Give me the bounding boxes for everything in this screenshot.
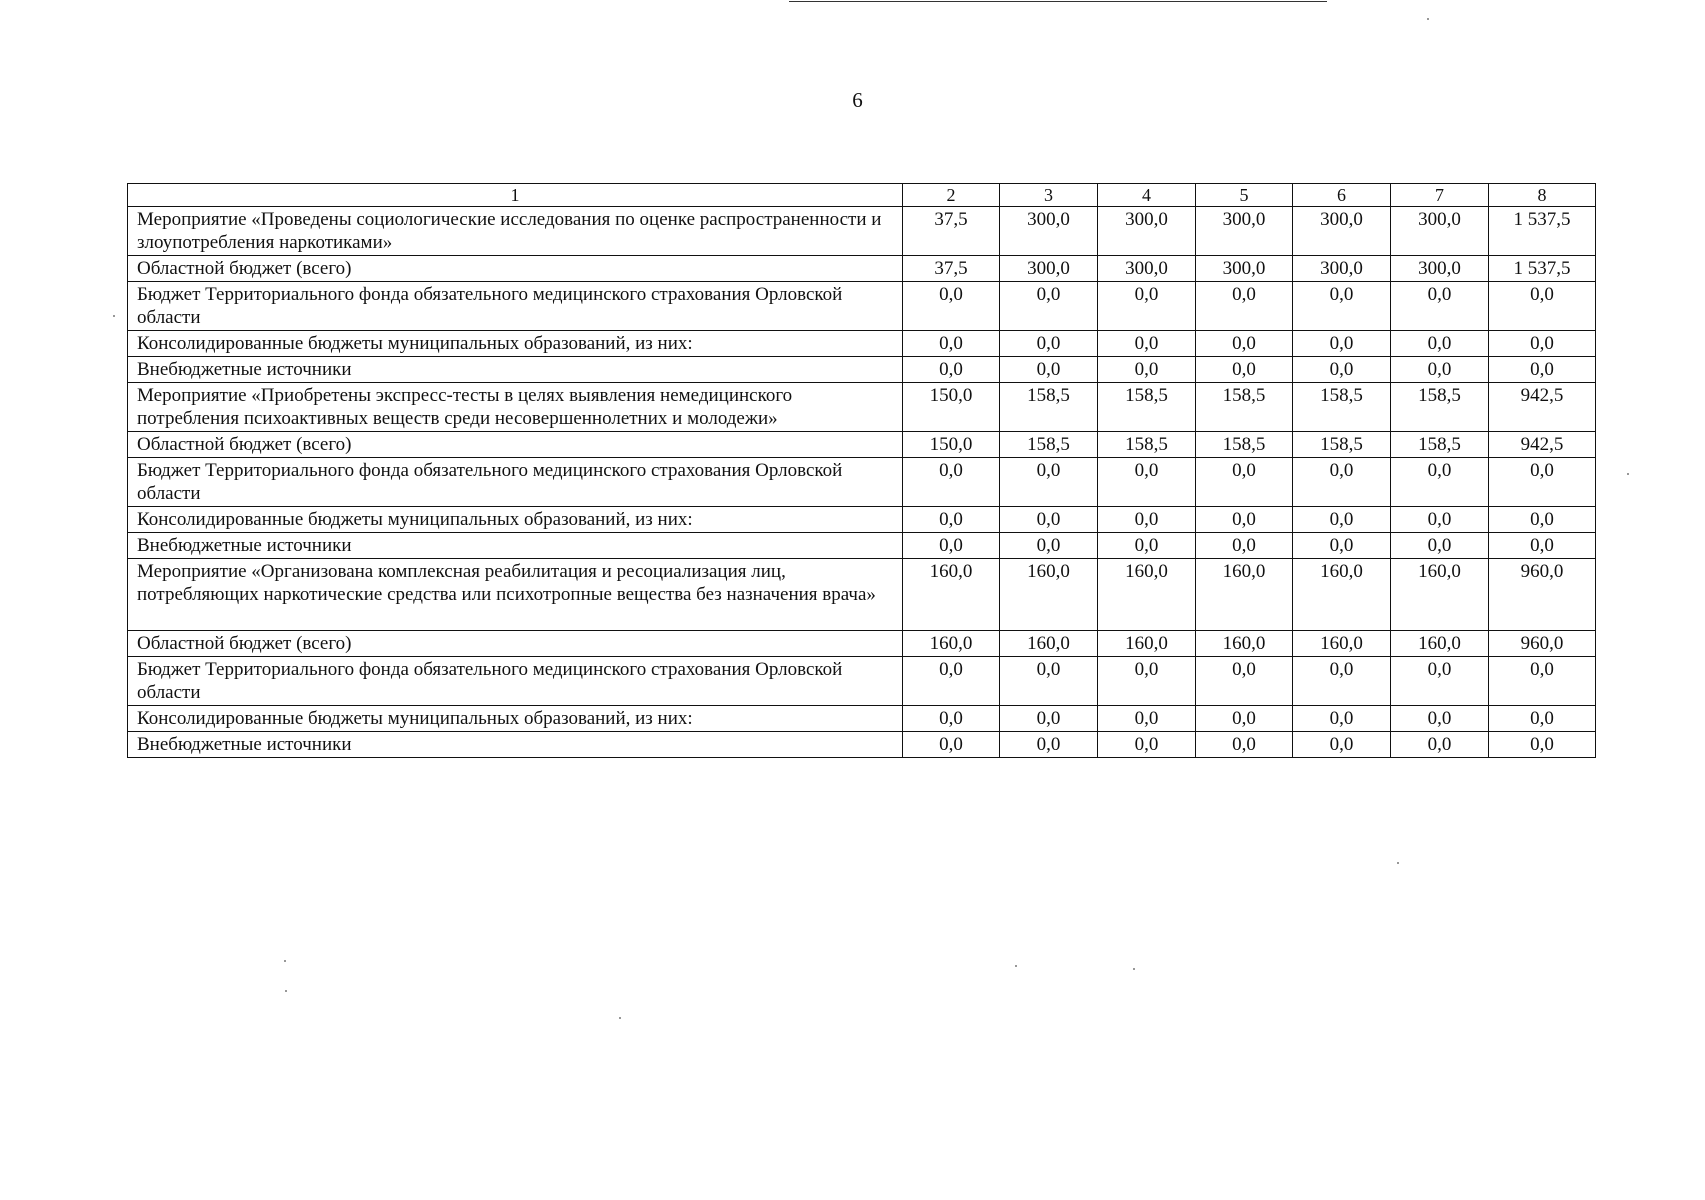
funding-table xyxy=(127,183,1596,758)
value-cell: 0,0 xyxy=(1098,706,1196,732)
value-cell: 0,0 xyxy=(1293,533,1391,559)
value-cell: 1 537,5 xyxy=(1489,256,1596,282)
value-cell: 0,0 xyxy=(1391,282,1489,331)
value-cell: 160,0 xyxy=(1098,631,1196,657)
row-label: Мероприятие «Организована комплексная реабилитация и ресоциализация лиц, потребляющих наркотические средства или психотропные вещества без назначения врача» xyxy=(128,559,903,631)
header-cell: 5 xyxy=(1196,184,1293,207)
value-cell: 160,0 xyxy=(903,559,1000,631)
table-row xyxy=(128,331,1596,357)
value-cell: 0,0 xyxy=(1391,357,1489,383)
value-cell: 158,5 xyxy=(1391,432,1489,458)
value-cell: 0,0 xyxy=(903,331,1000,357)
table-row xyxy=(128,657,1596,706)
table-header-row xyxy=(128,184,1596,207)
row-label: Внебюджетные источники xyxy=(128,732,903,758)
value-cell: 960,0 xyxy=(1489,559,1596,631)
table-row xyxy=(128,256,1596,282)
value-cell: 0,0 xyxy=(1000,507,1098,533)
value-cell: 0,0 xyxy=(903,507,1000,533)
value-cell: 0,0 xyxy=(1391,507,1489,533)
value-cell: 300,0 xyxy=(1098,207,1196,256)
value-cell: 150,0 xyxy=(903,432,1000,458)
value-cell: 942,5 xyxy=(1489,383,1596,432)
value-cell: 0,0 xyxy=(1293,657,1391,706)
value-cell: 0,0 xyxy=(1098,458,1196,507)
value-cell: 160,0 xyxy=(1000,559,1098,631)
value-cell: 0,0 xyxy=(1489,357,1596,383)
value-cell: 0,0 xyxy=(1489,458,1596,507)
table-row xyxy=(128,458,1596,507)
value-cell: 960,0 xyxy=(1489,631,1596,657)
value-cell: 37,5 xyxy=(903,207,1000,256)
value-cell: 0,0 xyxy=(903,357,1000,383)
value-cell: 300,0 xyxy=(1000,256,1098,282)
value-cell: 0,0 xyxy=(1293,458,1391,507)
value-cell: 0,0 xyxy=(1293,357,1391,383)
table-row xyxy=(128,706,1596,732)
value-cell: 0,0 xyxy=(1489,706,1596,732)
table-row xyxy=(128,432,1596,458)
value-cell: 0,0 xyxy=(1098,331,1196,357)
value-cell: 0,0 xyxy=(1391,732,1489,758)
value-cell: 0,0 xyxy=(1098,357,1196,383)
header-cell: 7 xyxy=(1391,184,1489,207)
scan-speck xyxy=(1133,968,1135,970)
row-label: Консолидированные бюджеты муниципальных образований, из них: xyxy=(128,331,903,357)
value-cell: 0,0 xyxy=(1196,282,1293,331)
value-cell: 0,0 xyxy=(1391,706,1489,732)
value-cell: 0,0 xyxy=(1391,657,1489,706)
value-cell: 0,0 xyxy=(1489,282,1596,331)
value-cell: 0,0 xyxy=(903,533,1000,559)
value-cell: 158,5 xyxy=(1098,432,1196,458)
table-row xyxy=(128,207,1596,256)
value-cell: 0,0 xyxy=(1489,657,1596,706)
row-label: Областной бюджет (всего) xyxy=(128,256,903,282)
row-label: Областной бюджет (всего) xyxy=(128,432,903,458)
value-cell: 0,0 xyxy=(1293,331,1391,357)
value-cell: 158,5 xyxy=(1196,383,1293,432)
value-cell: 0,0 xyxy=(1000,331,1098,357)
value-cell: 158,5 xyxy=(1098,383,1196,432)
row-label: Бюджет Территориального фонда обязательного медицинского страхования Орловской области xyxy=(128,282,903,331)
value-cell: 158,5 xyxy=(1391,383,1489,432)
value-cell: 0,0 xyxy=(1391,533,1489,559)
value-cell: 0,0 xyxy=(1098,657,1196,706)
table-row xyxy=(128,559,1596,631)
value-cell: 0,0 xyxy=(1293,732,1391,758)
scan-speck xyxy=(619,1017,621,1019)
value-cell: 300,0 xyxy=(1196,207,1293,256)
row-label: Внебюджетные источники xyxy=(128,357,903,383)
scan-speck xyxy=(285,990,287,992)
value-cell: 0,0 xyxy=(1489,732,1596,758)
table-row xyxy=(128,631,1596,657)
value-cell: 0,0 xyxy=(1098,282,1196,331)
row-label: Консолидированные бюджеты муниципальных образований, из них: xyxy=(128,507,903,533)
value-cell: 158,5 xyxy=(1000,432,1098,458)
value-cell: 0,0 xyxy=(1293,282,1391,331)
row-label: Консолидированные бюджеты муниципальных образований, из них: xyxy=(128,706,903,732)
value-cell: 0,0 xyxy=(1391,458,1489,507)
value-cell: 0,0 xyxy=(1196,331,1293,357)
value-cell: 0,0 xyxy=(903,282,1000,331)
value-cell: 0,0 xyxy=(1098,507,1196,533)
value-cell: 942,5 xyxy=(1489,432,1596,458)
value-cell: 0,0 xyxy=(1196,706,1293,732)
value-cell: 0,0 xyxy=(1000,357,1098,383)
table-row xyxy=(128,383,1596,432)
value-cell: 0,0 xyxy=(1196,458,1293,507)
value-cell: 158,5 xyxy=(1293,432,1391,458)
value-cell: 300,0 xyxy=(1293,207,1391,256)
header-cell: 6 xyxy=(1293,184,1391,207)
value-cell: 0,0 xyxy=(1196,732,1293,758)
value-cell: 1 537,5 xyxy=(1489,207,1596,256)
value-cell: 160,0 xyxy=(903,631,1000,657)
value-cell: 0,0 xyxy=(903,458,1000,507)
value-cell: 158,5 xyxy=(1000,383,1098,432)
value-cell: 160,0 xyxy=(1196,631,1293,657)
value-cell: 0,0 xyxy=(1196,357,1293,383)
value-cell: 37,5 xyxy=(903,256,1000,282)
value-cell: 0,0 xyxy=(1098,533,1196,559)
table-row xyxy=(128,282,1596,331)
scan-speck xyxy=(1015,965,1017,967)
value-cell: 300,0 xyxy=(1293,256,1391,282)
value-cell: 0,0 xyxy=(1391,331,1489,357)
value-cell: 0,0 xyxy=(903,706,1000,732)
value-cell: 160,0 xyxy=(1196,559,1293,631)
table-row xyxy=(128,357,1596,383)
header-cell: 1 xyxy=(128,184,903,207)
value-cell: 158,5 xyxy=(1293,383,1391,432)
header-cell: 2 xyxy=(903,184,1000,207)
row-label: Внебюджетные источники xyxy=(128,533,903,559)
row-label: Мероприятие «Приобретены экспресс-тесты в целях выявления немедицинского потребления психоактивных веществ среди несовершеннолетних и молодежи» xyxy=(128,383,903,432)
value-cell: 160,0 xyxy=(1000,631,1098,657)
value-cell: 300,0 xyxy=(1000,207,1098,256)
header-cell: 4 xyxy=(1098,184,1196,207)
scan-speck xyxy=(1397,862,1399,864)
value-cell: 160,0 xyxy=(1391,559,1489,631)
value-cell: 0,0 xyxy=(1000,657,1098,706)
scan-speck xyxy=(1427,18,1429,20)
value-cell: 0,0 xyxy=(1000,533,1098,559)
scan-speck xyxy=(1627,473,1629,475)
scan-speck xyxy=(113,315,115,317)
value-cell: 160,0 xyxy=(1293,631,1391,657)
value-cell: 0,0 xyxy=(1489,331,1596,357)
value-cell: 0,0 xyxy=(1489,507,1596,533)
value-cell: 0,0 xyxy=(1489,533,1596,559)
row-label: Мероприятие «Проведены социологические исследования по оценке распространенности и злоупотребления наркотиками» xyxy=(128,207,903,256)
value-cell: 300,0 xyxy=(1391,256,1489,282)
page-number: 6 xyxy=(852,88,863,112)
value-cell: 0,0 xyxy=(1293,706,1391,732)
value-cell: 160,0 xyxy=(1391,631,1489,657)
value-cell: 0,0 xyxy=(1000,458,1098,507)
header-cell: 3 xyxy=(1000,184,1098,207)
value-cell: 300,0 xyxy=(1391,207,1489,256)
header-cell: 8 xyxy=(1489,184,1596,207)
value-cell: 158,5 xyxy=(1196,432,1293,458)
value-cell: 0,0 xyxy=(1000,706,1098,732)
row-label: Бюджет Территориального фонда обязательного медицинского страхования Орловской области xyxy=(128,458,903,507)
value-cell: 0,0 xyxy=(1196,533,1293,559)
value-cell: 160,0 xyxy=(1098,559,1196,631)
row-label: Бюджет Территориального фонда обязательного медицинского страхования Орловской области xyxy=(128,657,903,706)
value-cell: 0,0 xyxy=(1196,507,1293,533)
value-cell: 160,0 xyxy=(1293,559,1391,631)
value-cell: 0,0 xyxy=(1000,732,1098,758)
table-row xyxy=(128,732,1596,758)
top-rule xyxy=(789,1,1327,2)
value-cell: 150,0 xyxy=(903,383,1000,432)
value-cell: 0,0 xyxy=(903,732,1000,758)
value-cell: 0,0 xyxy=(1000,282,1098,331)
value-cell: 0,0 xyxy=(1098,732,1196,758)
value-cell: 0,0 xyxy=(903,657,1000,706)
row-label: Областной бюджет (всего) xyxy=(128,631,903,657)
value-cell: 0,0 xyxy=(1293,507,1391,533)
table-row xyxy=(128,507,1596,533)
value-cell: 300,0 xyxy=(1098,256,1196,282)
scan-speck xyxy=(284,960,286,962)
value-cell: 300,0 xyxy=(1196,256,1293,282)
table-row xyxy=(128,533,1596,559)
value-cell: 0,0 xyxy=(1196,657,1293,706)
